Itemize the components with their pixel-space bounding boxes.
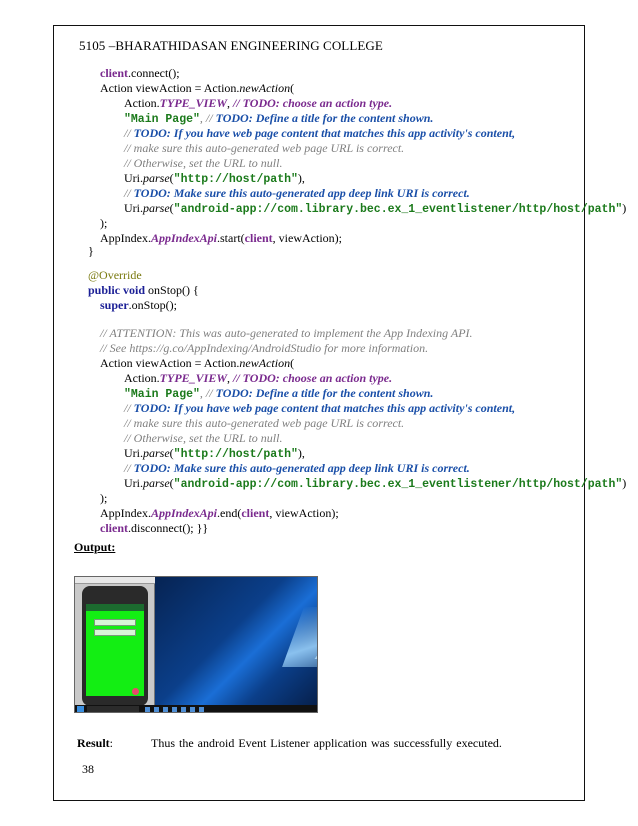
code-token: "Main Page" bbox=[124, 388, 200, 401]
app-bar bbox=[86, 604, 144, 611]
code-token: public bbox=[88, 283, 121, 297]
code-token: "android-app://com.library.bec.ex_1_eventlistener/http/host/path" bbox=[173, 478, 623, 491]
taskbar-app-icons bbox=[145, 707, 205, 712]
code-token: , viewAction); bbox=[269, 506, 339, 520]
code-token: TODO: Make sure this auto-generated app deep link URI is correct. bbox=[133, 186, 470, 200]
code-token: Action viewAction = Action. bbox=[100, 356, 240, 370]
taskbar bbox=[75, 705, 318, 713]
app-content bbox=[86, 611, 144, 696]
code-token: // ATTENTION: This was auto-generated to implement the App Indexing API. bbox=[100, 326, 473, 340]
code-token: client bbox=[100, 521, 128, 535]
code-token: client bbox=[241, 506, 270, 520]
code-token: , // bbox=[199, 111, 216, 125]
code-line bbox=[124, 386, 433, 402]
desktop-wallpaper bbox=[153, 577, 318, 705]
code-token: ); bbox=[100, 216, 108, 230]
code-token: // Otherwise, set the URL to null. bbox=[124, 156, 283, 170]
result-label-text: Result bbox=[77, 736, 110, 750]
output-screenshot bbox=[74, 576, 318, 713]
code-token: ( bbox=[290, 81, 295, 95]
code-token: , // bbox=[199, 386, 216, 400]
code-token: newAction bbox=[239, 81, 291, 95]
phone-frame bbox=[82, 586, 148, 706]
result-text: Thus the android Event Listener application was successfully executed. bbox=[151, 736, 502, 750]
code-token: "http://host/path" bbox=[173, 173, 298, 186]
code-token: Uri. bbox=[124, 201, 143, 215]
page-header: 5105 –BHARATHIDASAN ENGINEERING COLLEGE bbox=[79, 38, 383, 53]
code-token: .disconnect(); }} bbox=[128, 521, 209, 535]
code-token: // make sure this auto-generated web page URL is correct. bbox=[124, 141, 405, 155]
wallpaper-light bbox=[282, 607, 318, 667]
code-token: TODO: Make sure this auto-generated app deep link URI is correct. bbox=[133, 461, 470, 475]
code-line bbox=[100, 66, 180, 80]
code-token: TYPE_VIEW bbox=[159, 96, 228, 110]
code-token: Uri. bbox=[124, 476, 143, 490]
code-line bbox=[124, 476, 626, 492]
code-token: // bbox=[124, 461, 134, 475]
code-token: TYPE_VIEW bbox=[159, 371, 228, 385]
code-line bbox=[100, 506, 339, 520]
code-token: , bbox=[227, 371, 234, 385]
fab-button bbox=[132, 688, 139, 695]
code-line bbox=[124, 201, 626, 217]
code-token: parse bbox=[143, 476, 170, 490]
code-token: void bbox=[123, 283, 146, 297]
code-token: AppIndex. bbox=[100, 506, 151, 520]
code-token: // See https://g.co/AppIndexing/AndroidStudio for more information. bbox=[100, 341, 429, 355]
code-token: ( bbox=[290, 356, 295, 370]
code-line bbox=[124, 141, 404, 155]
code-token: ( bbox=[169, 446, 174, 460]
code-token: ); bbox=[100, 491, 108, 505]
emulator-titlebar bbox=[75, 577, 155, 584]
code-line bbox=[100, 341, 428, 355]
code-token: TODO: If you have web page content that matches this app activity's content, bbox=[133, 401, 516, 415]
result-colon: : bbox=[109, 736, 114, 750]
code-line bbox=[88, 244, 94, 258]
code-token: // TODO: choose an action type. bbox=[233, 96, 393, 110]
code-token: TODO: Define a title for the content shown. bbox=[215, 111, 434, 125]
code-token: .end( bbox=[217, 506, 242, 520]
code-token: ), bbox=[297, 446, 305, 460]
code-token: parse bbox=[143, 201, 170, 215]
taskbar-search bbox=[87, 706, 139, 713]
code-token: Uri. bbox=[124, 446, 143, 460]
code-token: ( bbox=[169, 201, 174, 215]
code-token: .start( bbox=[217, 231, 245, 245]
code-token: ( bbox=[169, 476, 174, 490]
code-line bbox=[88, 283, 199, 297]
emulator-window bbox=[75, 577, 155, 707]
code-line bbox=[100, 491, 107, 505]
code-line bbox=[124, 156, 282, 170]
code-token: Action. bbox=[124, 371, 160, 385]
code-token: parse bbox=[143, 446, 170, 460]
code-token: @Override bbox=[88, 268, 142, 282]
code-line bbox=[124, 371, 392, 385]
code-line bbox=[124, 431, 282, 445]
code-token: ) bbox=[622, 201, 627, 215]
code-token: // TODO: choose an action type. bbox=[233, 371, 393, 385]
code-token: // bbox=[124, 401, 134, 415]
code-line bbox=[100, 216, 107, 230]
code-line bbox=[124, 96, 392, 110]
code-token: // bbox=[124, 126, 134, 140]
code-token: // Otherwise, set the URL to null. bbox=[124, 431, 283, 445]
app-button bbox=[94, 619, 136, 626]
code-token: client bbox=[244, 231, 273, 245]
app-button bbox=[94, 629, 136, 636]
code-token: Action. bbox=[124, 96, 160, 110]
code-token: ( bbox=[169, 171, 174, 185]
page-number: 38 bbox=[82, 762, 94, 776]
code-line bbox=[124, 446, 305, 462]
code-line bbox=[124, 171, 305, 187]
code-token: "http://host/path" bbox=[173, 448, 298, 461]
code-line bbox=[100, 356, 294, 370]
code-token: } bbox=[88, 244, 94, 258]
code-token: parse bbox=[143, 171, 170, 185]
code-token: ) bbox=[622, 476, 627, 490]
code-line bbox=[100, 326, 473, 340]
code-token: AppIndex. bbox=[100, 231, 151, 245]
code-token: // bbox=[124, 186, 134, 200]
code-token: , viewAction); bbox=[272, 231, 342, 245]
code-line bbox=[100, 81, 294, 95]
code-token: .onStop(); bbox=[128, 298, 178, 312]
windows-start-icon bbox=[77, 706, 84, 713]
code-line bbox=[100, 231, 342, 245]
phone-screen bbox=[86, 604, 144, 696]
code-token: onStop() { bbox=[145, 283, 199, 297]
code-token: AppIndexApi bbox=[151, 231, 218, 245]
code-line bbox=[124, 416, 404, 430]
code-token: client bbox=[100, 66, 128, 80]
code-line bbox=[100, 298, 177, 312]
code-token: Action viewAction = Action. bbox=[100, 81, 240, 95]
code-token: super bbox=[100, 298, 129, 312]
code-token: TODO: If you have web page content that matches this app activity's content, bbox=[133, 126, 516, 140]
code-token: newAction bbox=[239, 356, 291, 370]
code-line bbox=[124, 126, 515, 140]
code-token: "Main Page" bbox=[124, 113, 200, 126]
code-token: , bbox=[227, 96, 234, 110]
code-line bbox=[124, 111, 433, 127]
code-token: // make sure this auto-generated web page URL is correct. bbox=[124, 416, 405, 430]
result-label bbox=[77, 736, 113, 751]
code-token: AppIndexApi bbox=[151, 506, 218, 520]
code-line bbox=[124, 186, 470, 200]
code-token: Uri. bbox=[124, 171, 143, 185]
code-token: "android-app://com.library.bec.ex_1_eventlistener/http/host/path" bbox=[173, 203, 623, 216]
code-line bbox=[124, 461, 470, 475]
code-token: ), bbox=[297, 171, 305, 185]
code-token: .connect(); bbox=[128, 66, 180, 80]
code-line bbox=[100, 521, 208, 535]
output-heading: Output: bbox=[74, 540, 116, 554]
code-line bbox=[124, 401, 515, 415]
code-token: TODO: Define a title for the content shown. bbox=[215, 386, 434, 400]
code-line bbox=[88, 268, 142, 282]
